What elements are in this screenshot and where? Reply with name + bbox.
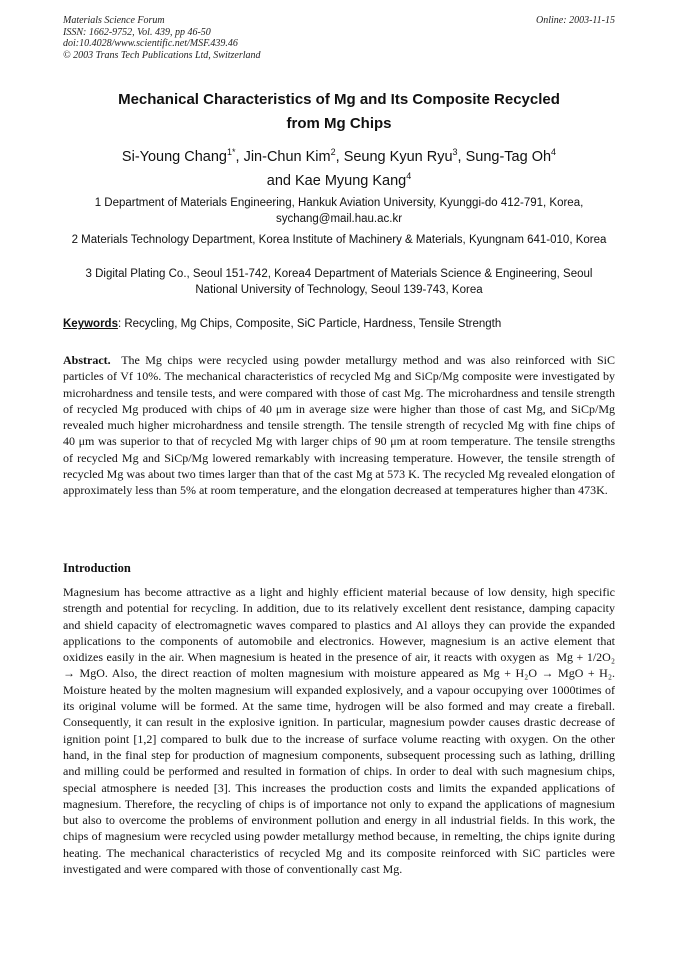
paper-title	[63, 88, 615, 136]
doi-line: doi:10.4028/www.scientific.net/MSF.439.46	[63, 38, 238, 49]
issn-line: ISSN: 1662-9752, Vol. 439, pp 46-50	[63, 26, 211, 38]
author-affil-mark: 4	[406, 171, 412, 182]
affiliation-1: 1 Department of Materials Engineering, Hankuk Aviation University, Kyunggi-do 412-791, Korea, sychang@mail.hau.ac.kr	[94, 197, 584, 225]
author-affil-mark: 1*	[227, 147, 236, 158]
intro-text: Also, the direct reaction of molten magnesium with moisture appeared as	[111, 666, 479, 681]
keywords: Keywords: Recycling, Mg Chips, Composite, SiC Particle, Hardness, Tensile Strength	[63, 318, 502, 330]
title-line-1: Mechanical Characteristics of Mg and Its Composite Recycled	[118, 91, 560, 108]
keywords-text: Recycling, Mg Chips, Composite, SiC Particle, Hardness, Tensile Strength	[124, 318, 502, 330]
publication-header	[63, 15, 615, 61]
author-name: Jin-Chun Kim	[243, 149, 331, 165]
keywords-label: Keywords	[63, 318, 118, 330]
author-list	[63, 145, 615, 193]
intro-text: Moisture heated by the molten magnesium will expanded explosively, and a vapour occupying over 1000times of its original volume will be formed. At the same time, hydrogen will be also formed and may create a fireball. Consequently, it can result in the explosive ignition. In particular, magnesium powder causes drastic decrease of ignition point [1,2] compared to bulk due to the increase of surface volume reacting with oxygen. On the other hand, in the final step for production of magnesium components, subsequent processing such as lathing, drilling and milling could be performed and resulted in formation of chips. In order to deal with such magnesium chips, special atmosphere is needed [3]. This increases the production costs and limits the expanded applications of magnesium. Therefore, the recycling of chips is of importance not only to expand the applications of magnesium but also to overcome the problems of environment pollution and energy in all industrial fields. In this work, the chips of magnesium were recycled using powder metallurgy method because, in remelting, the chips ignite during heating. The mechanical characteristics of recycled Mg and its composite reinforced with SiC particles were investigated and were compared with those of conventionally cast Mg.	[63, 682, 615, 877]
author-and: and	[266, 173, 291, 189]
affiliation-3: 3 Digital Plating Co., Seoul 151-742, Korea4 Department of Materials Science & Engineering, Seoul National University of Technology, Seoul 139-743, Korea	[85, 268, 593, 296]
author-name: Si-Young Chang	[121, 149, 227, 165]
abstract	[63, 352, 615, 499]
abstract-label: Abstract.	[63, 353, 111, 367]
introduction-body	[63, 584, 615, 877]
author-line-2	[63, 169, 615, 193]
abstract-text: The Mg chips were recycled using powder metallurgy method and was also reinforced with SiC particles of Vf 10%. The mechanical characteristics of recycled Mg and SiCp/Mg composite were investigated by microhardness and tensile tests, and were compared with those of cast Mg. The microhardness and tensile strength of recycled Mg produced with chips of 40 μm in average size were higher than those of cast Mg, and SiCp/Mg revealed much higher microhardness and tensile strength. The tensile strength of recycled Mg with fine chips of 40 μm was superior to that of recycled Mg with larger chips of 90 μm at room temperature. The tensile strengths of recycled Mg and SiCp/Mg lowered remarkably with increasing temperature. However, the tensile strength of recycled Mg was about two times larger than that of the cast Mg at 573 K. The recycled Mg revealed elongation of approximately less than 5% at room temperature, and the elongation decreased at temperatures higher than 473K.	[63, 353, 615, 498]
author-affil-mark: 3	[452, 147, 458, 158]
author-name: Sung-Tag Oh	[465, 149, 552, 165]
title-line-2: from Mg Chips	[286, 115, 392, 132]
equation: Mg + H₂O → MgO + H₂.	[483, 666, 616, 681]
author-name: Seung Kyun Ryu	[343, 149, 453, 165]
author-affil-mark: 4	[551, 147, 557, 158]
author-line-1: Si-Young Chang$^{1*}$, Jin-Chun Kim$^2$, Seung Kyun Ryu$^3$, Sung-Tag Oh$^4$	[121, 147, 557, 165]
copyright-line: © 2003 Trans Tech Publications Ltd, Switzerland	[63, 49, 261, 61]
affiliation-2: 2 Materials Technology Department, Korea Institute of Machinery & Materials, Kyungnam 641-010, Korea	[71, 234, 607, 246]
equation: Mg + 1/2O₂ → MgO.	[63, 650, 616, 681]
online-date: Online: 2003-11-15	[536, 15, 615, 26]
author-name: Kae Myung Kang	[294, 173, 407, 189]
section-heading-introduction: Introduction	[63, 561, 131, 575]
journal-name: Materials Science Forum	[63, 15, 165, 26]
author-affil-mark: 2	[330, 147, 336, 158]
intro-text: Magnesium has become attractive as a light and highly efficient material because of low density, high specific strength and potential for recycling. In addition, due to its relatively excellent dent resistance, damping capacity and shield capacity of electromagnetic waves compared to plastics and Al alloys they can provide the expanded applications to the components of automobile and electronics. However, magnesium is an active element that oxidizes easily in the air. When magnesium is heated in the presence of air, it reacts with oxygen as	[63, 585, 615, 665]
